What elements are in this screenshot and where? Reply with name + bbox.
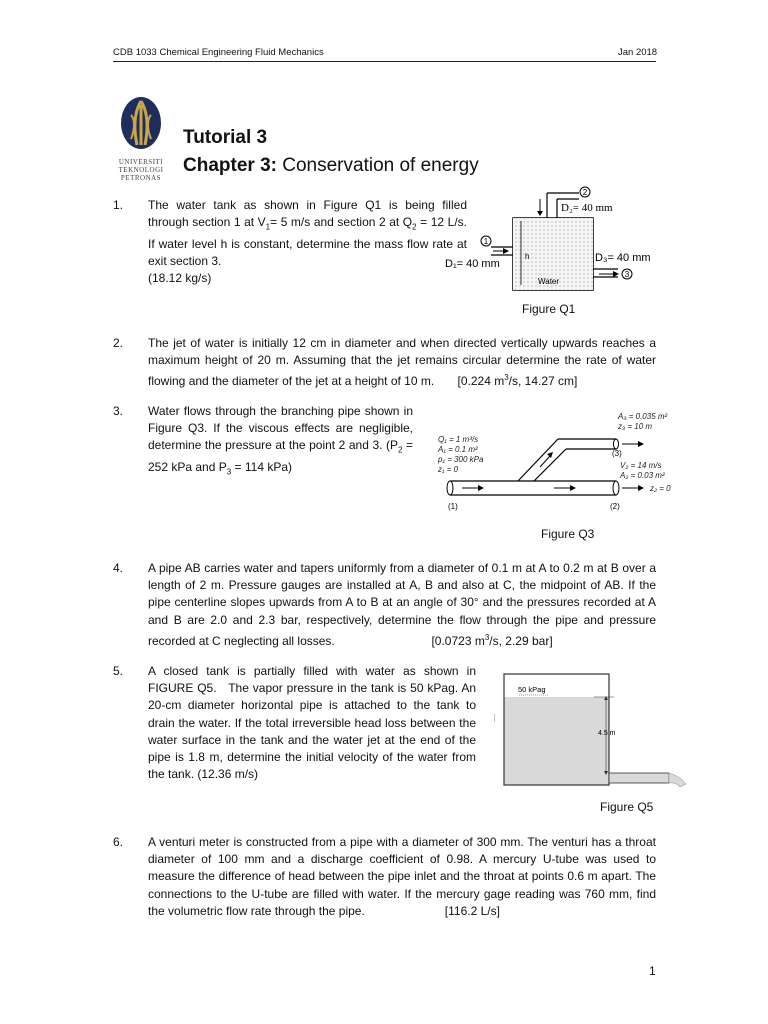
logo-text-2: TEKNOLOGI bbox=[118, 166, 164, 174]
figure-q5 bbox=[494, 658, 694, 798]
question-number-5: 5. bbox=[113, 664, 124, 678]
question-number-6: 6. bbox=[113, 835, 124, 849]
q3-right-2: z₃ = 10 m bbox=[618, 422, 653, 431]
question-number-1: 1. bbox=[113, 198, 124, 212]
question-text-3: Water flows through the branching pipe shown in Figure Q3. If the viscous effects are negligible, determine the pressure at the point 2 and 3. ($P_2 = 252$ kPa and $P_3 = 114$ kPa) bbox=[148, 404, 413, 477]
chapter-name: Conservation of energy bbox=[276, 155, 479, 176]
question-text-6: A venturi meter is constructed from a pipe with a diameter of 300 mm. The venturi has a throat diameter of 100 mm and a discharge coefficient of 0.98. A mercury U-tube was used to measure the difference of head between the pipe inlet and the throat at points 0.6 m apart. The connections to the U-tube are filled with water. If the mercury gage reading was 760 mm, find the volumetric flow rate through the pipe. [116.2 L/s] bbox=[148, 835, 656, 918]
q1-label-3: 3 bbox=[624, 270, 630, 279]
q3-right-4: A₂ = 0.03 m² bbox=[620, 471, 665, 480]
university-logo bbox=[113, 95, 169, 182]
q3-right-3: V₂ = 14 m/s bbox=[620, 461, 662, 470]
q3-point-2: (2) bbox=[610, 502, 620, 511]
chapter-label: Chapter 3: bbox=[183, 155, 277, 176]
q1-label-2: 2 bbox=[582, 188, 588, 197]
q3-left-2: A₁ = 0.1 m² bbox=[438, 445, 478, 454]
q1-label-1: 1 bbox=[483, 237, 489, 246]
question-number-4: 4. bbox=[113, 561, 124, 575]
q3-left-1: Q₁ = 1 m³/s bbox=[438, 435, 479, 444]
q3-point-3: (3) bbox=[612, 449, 622, 458]
figure-q1-caption: Figure Q1 bbox=[522, 302, 576, 316]
q1-h: h bbox=[525, 252, 530, 261]
q1-d1: D₁= 40 mm bbox=[445, 258, 500, 270]
header-date: Jan 2018 bbox=[618, 47, 658, 58]
q3-right-5: z₂ = 0 bbox=[650, 484, 671, 493]
header-course: CDB 1033 Chemical Engineering Fluid Mechanics bbox=[113, 47, 324, 58]
page-number: 1 bbox=[649, 964, 656, 978]
q3-right-1: A₃ = 0.035 m² bbox=[618, 412, 668, 421]
question-number-2: 2. bbox=[113, 336, 124, 350]
q5-height: 4.5 m bbox=[598, 730, 616, 737]
question-text-5: A closed tank is partially filled with water as shown in FIGURE Q5. The vapor pressure in the tank is 50 kPag. An 20-cm diameter horizontal pipe is attached to the tank to drain the water. If the total irreversible head loss between the water surface in the tank and the water jet at the end of the pipe is 1.8 m, determine the initial velocity of the water from the tank. (12.36 m/s) bbox=[148, 664, 476, 782]
logo-text-3: PETRONAS bbox=[120, 174, 162, 182]
question-text-2: The jet of water is initially 12 cm in diameter and when directed vertically upwards reaches a maximum height of 20 m. Assuming that the jet remains circular determine the rate of water flowing and the diameter of the jet at a height of 10 m. [0.224 $m^3/s$, 14.27 cm] bbox=[148, 336, 656, 389]
chapter-title bbox=[183, 155, 479, 177]
question-text-4: A pipe AB carries water and tapers uniformly from a diameter of 0.1 m at A to 0.2 m at B over a length of 2 m. Pressure gauges are installed at A, B and also at C, the midpoint of AB. If the pipe centerline slopes upwards from A to B at an angle of 30° and the pressures recorded at A and B are 2.0 and 2.3 bar, respectively, determine the flow through the pipe and pressure recorded at C neglecting all losses. [0.0723 $m^3/s$, 2.29 bar] bbox=[148, 561, 656, 648]
figure-q3 bbox=[436, 405, 694, 522]
question-number-3: 3. bbox=[113, 404, 124, 418]
question-text-1: The water tank as shown in Figure Q1 is being filled through section 1 at $V_1= 5$ m/s and section 2 at $Q_2 = 12$ L/s. If water level h is constant, determine the mass flow rate at exit section 3. (18.12 kg/s) bbox=[148, 198, 467, 286]
q3-left-4: z₁ = 0 bbox=[438, 465, 459, 474]
q3-left-3: p₁ = 300 kPa bbox=[438, 455, 484, 464]
q1-d3: D₃= 40 mm bbox=[595, 252, 651, 264]
q5-pressure: 50 kPag bbox=[518, 685, 546, 694]
tutorial-title: Tutorial 3 bbox=[183, 127, 268, 148]
figure-q3-caption: Figure Q3 bbox=[541, 527, 595, 541]
q1-water: Water bbox=[538, 277, 560, 286]
figure-q1 bbox=[443, 185, 663, 300]
q1-d2: D₂= 40 mm bbox=[561, 202, 613, 214]
figure-q5-caption: Figure Q5 bbox=[600, 800, 654, 814]
logo-text-1: UNIVERSITI bbox=[118, 158, 164, 166]
q3-point-1: (1) bbox=[448, 502, 458, 511]
logo-emblem-icon bbox=[113, 95, 169, 151]
header-rule bbox=[113, 61, 656, 62]
